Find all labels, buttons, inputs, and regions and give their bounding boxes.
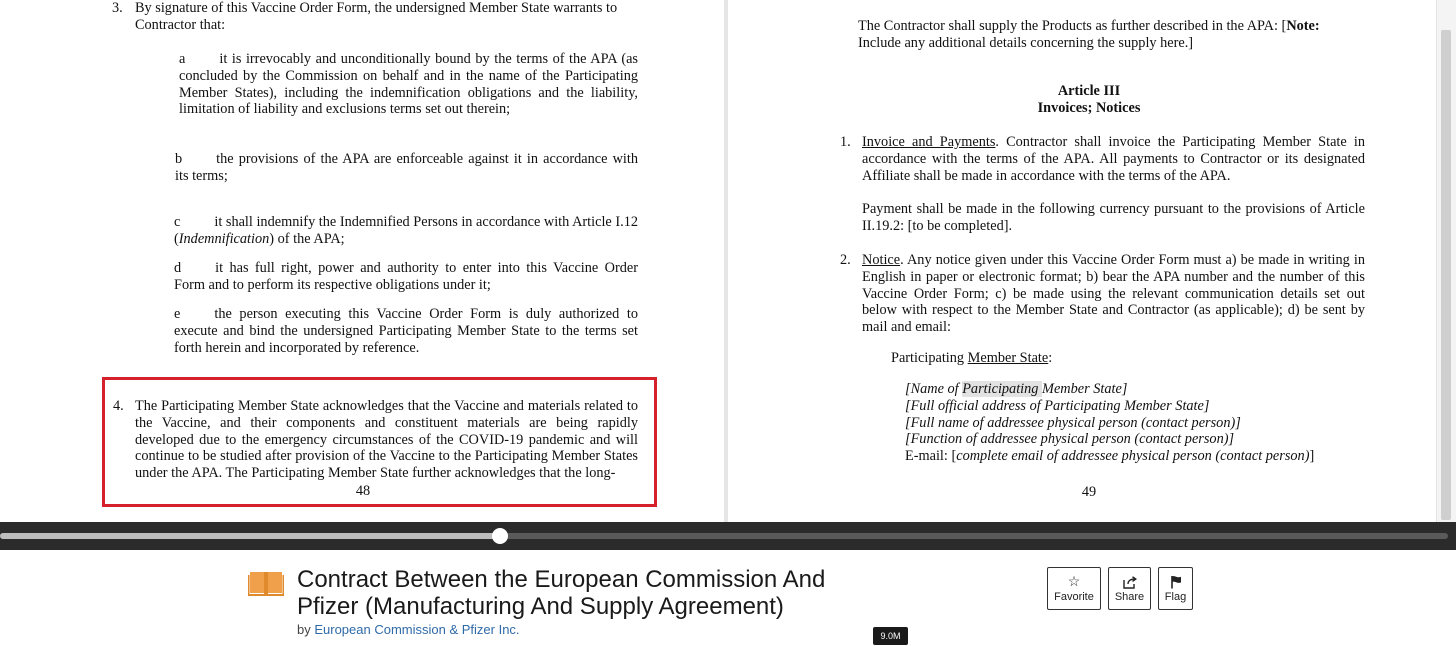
flag-icon (1159, 573, 1192, 589)
address-block (905, 381, 1365, 465)
clause-c-italic: Indemnification (178, 230, 270, 247)
item-1-heading: Invoice and Payments (862, 134, 996, 150)
item-3-line2: Contractor that: (135, 16, 226, 33)
participating-member-state-label (891, 350, 1052, 367)
share-label: Share (1114, 591, 1145, 603)
pms-label-suffix: : (1048, 350, 1053, 366)
address-line-2: [Full official address of Participating Member State] (905, 397, 1210, 414)
clause-c-text-end: ) of the APA; (269, 230, 345, 247)
address-line-1 (905, 381, 1365, 398)
item-1-number: 1. (840, 134, 851, 150)
search-highlight: Participating (962, 381, 1043, 397)
vertical-scrollbar-thumb[interactable] (1441, 30, 1451, 520)
page-49 (728, 0, 1436, 522)
share-icon (1109, 573, 1150, 589)
clause-b-text: the provisions of the APA are enforceable against it in accordance with its terms; (175, 151, 638, 184)
clause-b (175, 151, 638, 185)
document-title: Contract Between the European Commission And Pfizer (Manufacturing And Supply Agreement) (297, 566, 826, 620)
address-line-1-b: Member State] (1042, 381, 1128, 397)
address-line-3: [Full name of addressee physical person (contact person)] (905, 414, 1241, 431)
pms-label-prefix: Participating (891, 350, 968, 366)
clause-e-label: e (174, 306, 181, 322)
pms-label-underlined: Member State (967, 350, 1049, 366)
progress-handle[interactable] (492, 528, 508, 544)
item-3-number: 3. (112, 0, 123, 16)
supply-note-text: Include any additional details concerning the supply here.] (858, 34, 1194, 51)
clause-c-text: it shall indemnify the Indemnified Persons in accordance with Article I.12 ( (174, 214, 638, 247)
page-number-49: 49 (1081, 484, 1097, 500)
supply-text: The Contractor shall supply the Products as further described in the APA: [ (858, 18, 1287, 34)
clause-e-text: the person executing this Vaccine Order Form is duly authorized to execute and bind the undersigned Participating Member State to the terms set forth herein and incorporated by reference. (174, 306, 638, 356)
clause-c (174, 214, 638, 248)
article-subtitle: Invoices; Notices (1037, 99, 1141, 116)
item-4-number: 4. (113, 398, 124, 414)
clause-d (174, 260, 638, 294)
favorite-button[interactable] (1047, 567, 1101, 610)
document-info-bar (0, 550, 1456, 646)
author-link[interactable]: European Commission & Pfizer Inc. (314, 622, 520, 637)
clause-e (174, 306, 638, 356)
item-1-body: . Contractor shall invoice the Participating Member State in accordance with the terms of the APA. All payments to Contractor or its designated Affiliate shall be made in accordance with the terms of the APA. (862, 134, 1365, 184)
item-2-number: 2. (840, 252, 851, 268)
supply-note-label: Note: (1286, 18, 1320, 34)
item-3-line1: By signature of this Vaccine Order Form, the undersigned Member State warrants to (135, 0, 618, 16)
view-count-badge: 9.0M (873, 627, 908, 645)
document-progress-bar[interactable] (0, 522, 1456, 550)
clause-c-label: c (174, 214, 181, 230)
highlight-annotation-box (102, 377, 657, 507)
address-line-1-a: [Name of (905, 381, 963, 397)
favorite-label: Favorite (1054, 591, 1094, 603)
book-icon (248, 568, 284, 596)
address-email-line (905, 448, 1365, 465)
clause-a-label: a (179, 51, 186, 67)
page-48 (0, 0, 724, 522)
share-button[interactable] (1108, 567, 1151, 610)
clause-a (179, 51, 638, 118)
payment-paragraph: Payment shall be made in the following currency pursuant to the provisions of Article II.19.2: [to be completed]. (862, 201, 1365, 234)
email-suffix: ] (1309, 448, 1315, 465)
clause-d-label: d (174, 260, 182, 276)
item-2-body: . Any notice given under this Vaccine Order Form must a) be made in writing in English in paper or electronic format; b) bear the APA number and the number of this Vaccine Order Form; c) be made using the relevant communication details set out below with respect to the Member State and Contractor (as applicable); d) be sent by mail and email: (862, 252, 1365, 336)
article-title: Article III (1057, 83, 1121, 99)
supply-paragraph (858, 18, 1368, 52)
article-heading (909, 83, 1269, 117)
item-2-text (862, 252, 1365, 336)
byline (297, 622, 520, 637)
star-icon: ☆ (1067, 573, 1081, 589)
progress-fill (0, 533, 500, 539)
byline-prefix: by (297, 622, 315, 637)
item-1-text (862, 134, 1365, 184)
clause-b-label: b (175, 151, 183, 167)
flag-button[interactable] (1158, 567, 1193, 610)
item-3-text (135, 0, 639, 34)
flag-label: Flag (1164, 591, 1187, 604)
item-2-heading: Notice (862, 252, 901, 268)
page-number-48: 48 (355, 483, 371, 499)
clause-a-text: it is irrevocably and unconditionally bound by the terms of the APA (as concluded by the Commission on behalf and in the name of the Participating Member States), including the indemnification obligations and the liability, limitation of liability and exclusions terms set out therein; (179, 51, 638, 118)
clause-d-text: it has full right, power and authority to enter into this Vaccine Order Form and to perform its respective obligations under it; (174, 260, 638, 293)
address-line-4: [Function of addressee physical person (contact person)] (905, 431, 1235, 448)
email-placeholder: complete email of addressee physical person (contact person) (956, 448, 1310, 465)
item-4-text: The Participating Member State acknowledges that the Vaccine and materials related to the Vaccine, and their components and constituent materials are being rapidly developed due to the emergency circumstances of the COVID-19 pandemic and will continue to be studied after provision of the Vaccine to the Participating Member States under the APA. The Participating Member State further acknowledges that the long- (135, 398, 638, 482)
email-prefix: E-mail: [ (905, 448, 957, 465)
